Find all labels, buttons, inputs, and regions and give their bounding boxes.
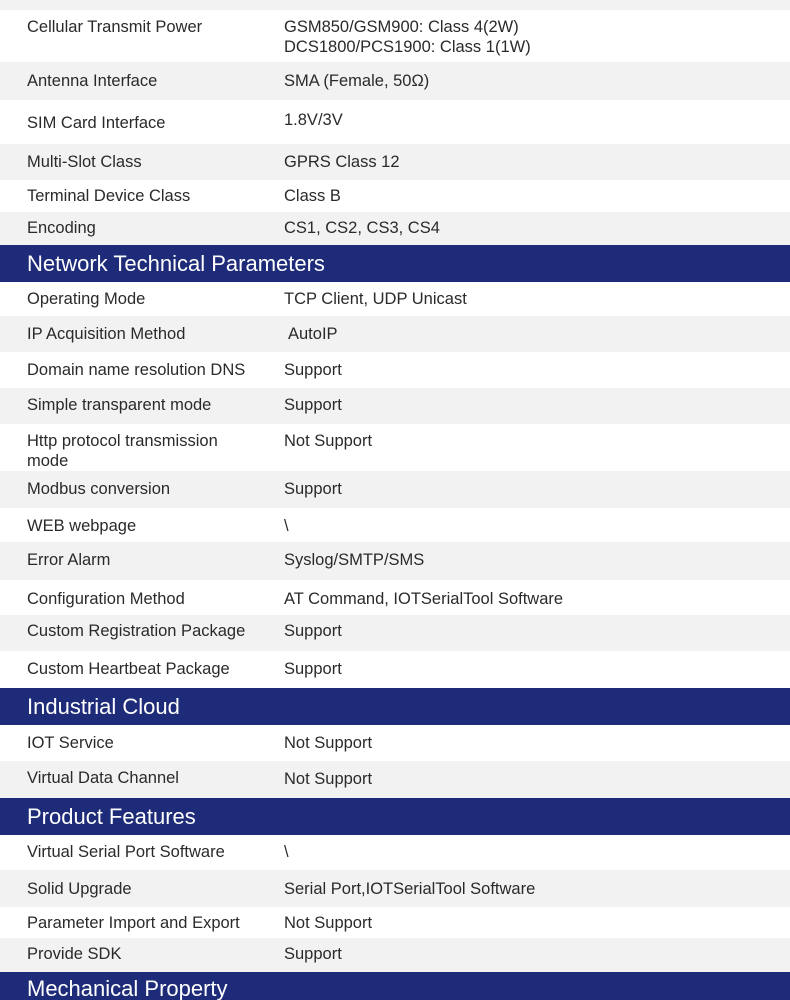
table-row: [0, 282, 790, 316]
table-row: [0, 508, 790, 542]
table-row: [0, 10, 790, 62]
row-value: Support: [284, 361, 342, 379]
row-label: Virtual Data Channel: [27, 769, 179, 787]
row-label: Custom Registration Package: [27, 622, 246, 640]
row-label: Virtual Serial Port Software: [27, 843, 225, 861]
table-top-strip: [0, 0, 790, 10]
row-value: AutoIP: [288, 325, 338, 343]
row-value: Not Support: [284, 914, 373, 932]
row-label: Terminal Device Class: [27, 187, 191, 205]
section-header-mechanical: Mechanical Property: [0, 972, 790, 1000]
row-value: Support: [284, 660, 342, 678]
table-row: [0, 938, 790, 972]
row-label: Domain name resolution DNS: [27, 361, 246, 379]
table-row: [0, 180, 790, 212]
table-row: [0, 870, 790, 907]
row-value: Not Support: [284, 770, 373, 788]
row-value: CS1, CS2, CS3, CS4: [284, 219, 440, 237]
row-value: Class B: [284, 187, 341, 205]
row-label: Cellular Transmit Power: [27, 18, 203, 36]
table-row: [0, 615, 790, 651]
row-value: Support: [284, 622, 342, 640]
row-label: Multi-Slot Class: [27, 153, 142, 171]
table-row: [0, 907, 790, 938]
row-value: Support: [284, 396, 342, 414]
row-label: Encoding: [27, 219, 96, 237]
row-value: 1.8V/3V: [284, 111, 343, 129]
table-row: [0, 725, 790, 761]
row-value-line: DCS1800/PCS1900: Class 1(1W): [284, 38, 531, 56]
row-value: AT Command, IOTSerialTool Software: [284, 590, 564, 608]
table-row: [0, 471, 790, 508]
row-value: Support: [284, 480, 342, 498]
table-row: [0, 100, 790, 144]
row-value: TCP Client, UDP Unicast: [284, 290, 467, 308]
row-value: Syslog/SMTP/SMS: [284, 551, 425, 569]
row-label: Custom Heartbeat Package: [27, 660, 230, 678]
row-label: IP Acquisition Method: [27, 325, 186, 343]
table-row: [0, 388, 790, 424]
table-row: [0, 144, 790, 180]
row-label: Operating Mode: [27, 290, 146, 308]
row-label: Simple transparent mode: [27, 396, 212, 414]
table-row: [0, 835, 790, 870]
row-label: Configuration Method: [27, 590, 185, 608]
row-label: Parameter Import and Export: [27, 914, 240, 932]
row-value: \: [284, 843, 289, 861]
row-value: Not Support: [284, 432, 373, 450]
row-label: Modbus conversion: [27, 480, 171, 498]
table-row: [0, 651, 790, 688]
row-value: Support: [284, 945, 342, 963]
row-label: Error Alarm: [27, 551, 111, 569]
row-label: WEB webpage: [27, 517, 137, 535]
row-label: IOT Service: [27, 734, 114, 752]
table-row: [0, 580, 790, 615]
table-row: [0, 542, 790, 580]
row-label: Antenna Interface: [27, 72, 158, 90]
row-value-line: GSM850/GSM900: Class 4(2W): [284, 18, 519, 36]
section-header-industrial-cloud: Industrial Cloud: [0, 688, 790, 725]
table-row: [0, 761, 790, 798]
section-header-network: Network Technical Parameters: [0, 245, 790, 282]
row-label: Solid Upgrade: [27, 880, 132, 898]
row-value: Serial Port,IOTSerialTool Software: [284, 880, 536, 898]
table-row: [0, 62, 790, 100]
row-value: [284, 17, 784, 57]
row-label-line: mode: [27, 452, 69, 470]
table-row: [0, 212, 790, 245]
section-header-product-features: Product Features: [0, 798, 790, 835]
row-label-line: Http protocol transmission: [27, 432, 218, 450]
table-row: [0, 424, 790, 471]
row-value: GPRS Class 12: [284, 153, 400, 171]
table-row: [0, 352, 790, 388]
row-value: Not Support: [284, 734, 373, 752]
row-label: Provide SDK: [27, 945, 122, 963]
row-label: [27, 431, 267, 471]
row-value: \: [284, 517, 289, 535]
row-label: SIM Card Interface: [27, 114, 166, 132]
row-value: SMA (Female, 50Ω): [284, 72, 430, 90]
table-row: [0, 316, 790, 352]
